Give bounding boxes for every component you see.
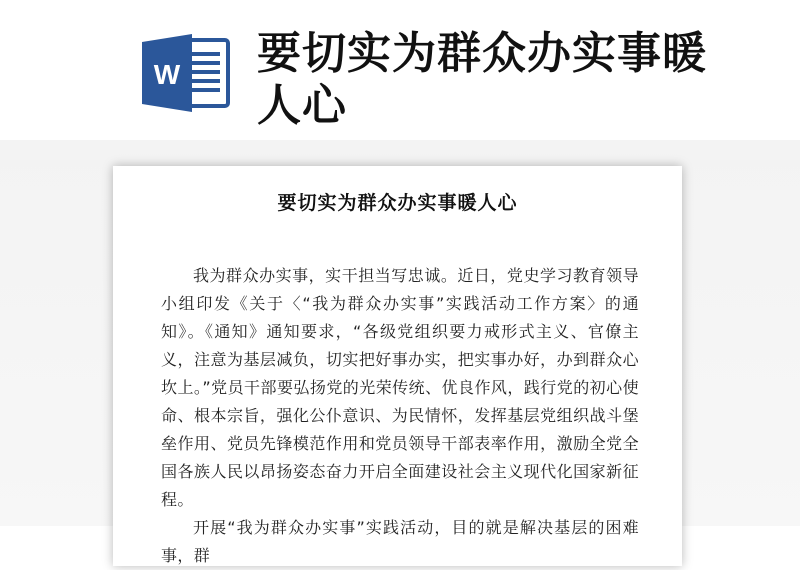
- document-paragraph: 我为群众办实事，实干担当写忠诚。近日，党史学习教育领导小组印发《关于〈“我为群众办实事”实践活动工作方案〉的通知》。《通知》通知要求，“各级党组织要力戒形式主义、官僚主义，注意为基层减负，切实把好事办实，把实事办好，办到群众心坎上。”党员干部要弘扬党的光荣传统、优良作风，践行党的初心使命、根本宗旨，强化公仆意识、为民情怀，发挥基层党组织战斗堡垒作用、党员先锋模范作用和党员领导干部表率作用，激励全党全国各族人民以昂扬姿态奋力开启全面建设社会主义现代化国家新征程。: [161, 266, 639, 509]
- word-icon-letter: W: [153, 59, 181, 90]
- banner: [0, 0, 800, 140]
- document-paragraph: 开展“我为群众办实事”实践活动，目的就是解决基层的困难事，群: [161, 518, 639, 565]
- word-icon: [140, 32, 232, 114]
- document-title: 要切实为群众办实事暖人心: [277, 192, 518, 214]
- banner-title: 要切实为群众办实事暖人心: [257, 28, 707, 131]
- document-page: [113, 166, 682, 566]
- document-body: [161, 262, 639, 570]
